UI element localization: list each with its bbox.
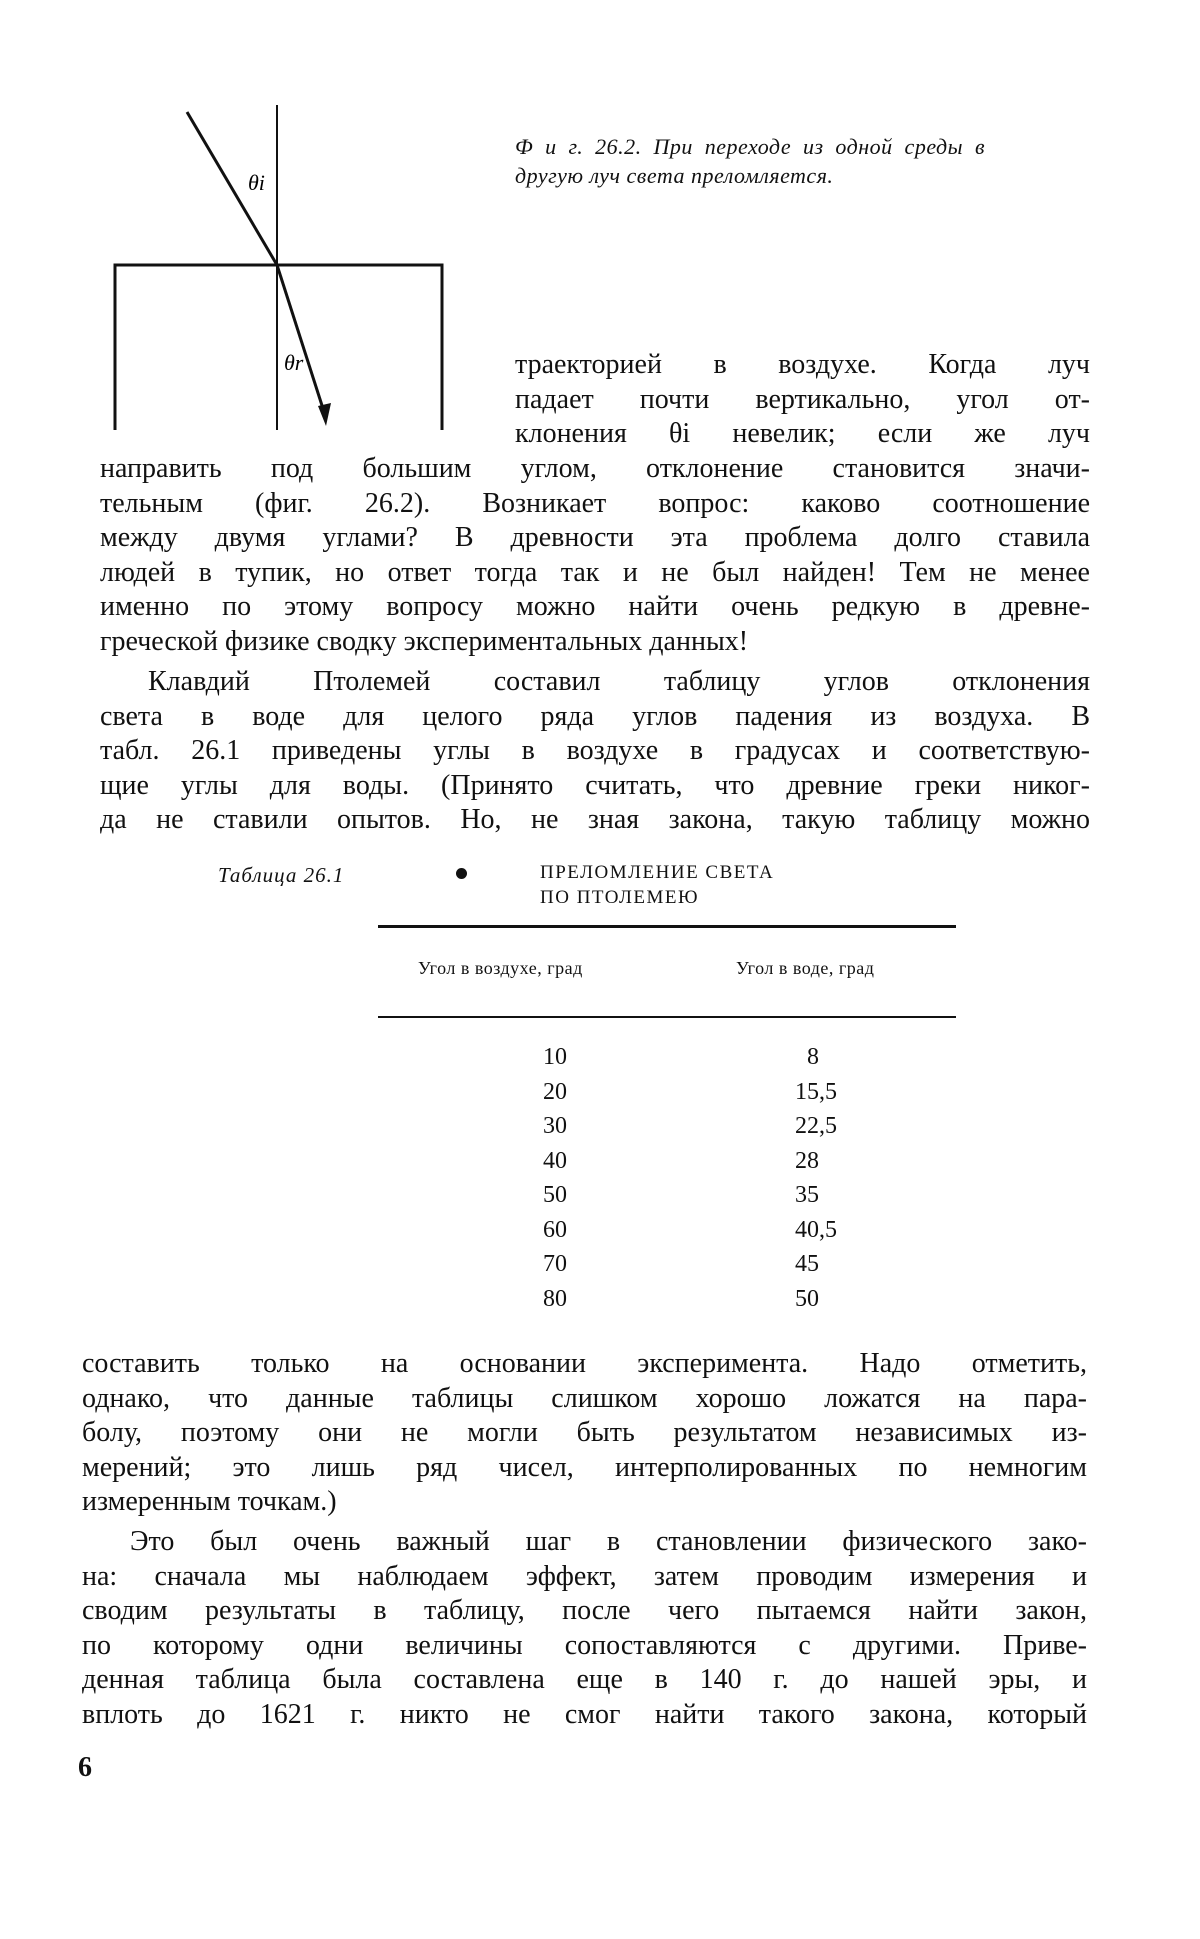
table-cell: 30 (543, 1113, 567, 1139)
text-line: мерений; это лишь ряд чисел, интерполированных по немногим (82, 1451, 1087, 1483)
table-cell: 22,5 (795, 1113, 837, 1139)
table-cell: 60 (543, 1216, 567, 1243)
paragraph-3 (100, 665, 1090, 838)
table-title-line: ПО ПТОЛЕМЕЮ (540, 887, 700, 908)
table-cell: 45 (795, 1251, 819, 1277)
column-water-values (795, 1040, 865, 1316)
text-line: однако, что данные таблицы слишком хорошо ложатся на пара- (82, 1382, 1087, 1414)
table-cell: 28 (795, 1147, 819, 1174)
page-number: 6 (78, 1752, 92, 1783)
table-title-line: ПРЕЛОМЛЕНИЕ СВЕТА (540, 862, 775, 883)
text-line: Это был очень важный шаг в становлении физического зако- (130, 1526, 1087, 1557)
table-top-rule (378, 925, 956, 928)
paragraph-4 (82, 1347, 1087, 1520)
table-header-rule (378, 1016, 956, 1018)
text-line: сводим результаты в таблицу, после чего пытаемся найти закон, (82, 1595, 1087, 1626)
text-line: падает почти вертикально, угол от- (515, 383, 1090, 415)
text-line: табл. 26.1 приведены углы в воздухе в градусах и соответствую- (100, 735, 1090, 766)
table-cell: 8 (807, 1044, 819, 1070)
refraction-figure (100, 100, 460, 440)
bullet-icon (456, 868, 467, 879)
text-line: составить только на основании эксперимента. Надо отметить, (82, 1348, 1087, 1379)
text-line: да не ставили опытов. Но, не зная закона, такую таблицу можно (100, 804, 1090, 835)
text-line: направить под большим углом, отклонение становится значи- (100, 453, 1090, 484)
column-air-values (525, 1040, 585, 1316)
text-line: клонения θi невелик; если же луч (515, 418, 1090, 449)
text-line: между двумя углами? В древности эта проблема долго ставила (100, 522, 1090, 553)
text-line: траекторией в воздухе. Когда луч (515, 349, 1090, 380)
table-label: Таблица 26.1 (218, 863, 345, 887)
theta-i-label: θi (248, 170, 265, 195)
table-cell: 40 (543, 1147, 567, 1174)
table-title (540, 860, 774, 910)
text-line: тельным (фиг. 26.2). Возникает вопрос: каково соотношение (100, 487, 1090, 519)
paragraph-5 (82, 1525, 1087, 1732)
table-cell: 80 (543, 1285, 567, 1312)
text-line: вплоть до 1621 г. никто не смог найти такого закона, который (82, 1698, 1087, 1730)
table-cell: 40,5 (795, 1216, 837, 1243)
column-header-air: Угол в воздухе, град (418, 958, 583, 978)
text-line: людей в тупик, но ответ тогда так и не был найден! Тем не менее (100, 556, 1090, 588)
table-cell: 20 (543, 1078, 567, 1105)
table-cell: 35 (795, 1182, 819, 1208)
text-line: света в воде для целого ряда углов падения из воздуха. В (100, 700, 1090, 732)
text-line: на: сначала мы наблюдаем эффект, затем проводим измерения и (82, 1560, 1087, 1592)
text-line: именно по этому вопросу можно найти очень редкую в древне- (100, 591, 1090, 622)
text-line: греческой физике сводку экспериментальных данных! (100, 625, 749, 657)
table-cell: 50 (795, 1285, 819, 1312)
paragraph-2 (100, 452, 1090, 659)
table-cell: 50 (543, 1182, 567, 1208)
refracted-ray (277, 265, 326, 418)
text-line: по которому одни величины сопоставляются с другими. Приве- (82, 1629, 1087, 1661)
figure-caption: Ф и г. 26.2. При переходе из одной среды в другую луч света преломляется. (515, 134, 985, 188)
refraction-diagram (100, 100, 460, 440)
text-line: денная таблица была составлена еще в 140 г. до нашей эры, и (82, 1664, 1087, 1695)
water-surface-outline (115, 265, 442, 430)
text-line: болу, поэтому они не могли быть результатом независимых из- (82, 1417, 1087, 1448)
column-header-water: Угол в воде, град (736, 958, 875, 978)
table-cell: 10 (543, 1044, 567, 1070)
theta-r-label: θr (284, 350, 304, 375)
text-line: Клавдий Птолемей составил таблицу углов отклонения (148, 666, 1090, 697)
table-cell: 15,5 (795, 1078, 837, 1105)
ray-arrowhead-icon (318, 403, 331, 426)
text-line: щие углы для воды. (Принято считать, что древние греки никог- (100, 769, 1090, 801)
table-cell: 70 (543, 1251, 567, 1277)
text-line: измеренным точкам.) (82, 1486, 337, 1517)
paragraph-1 (515, 348, 1090, 452)
